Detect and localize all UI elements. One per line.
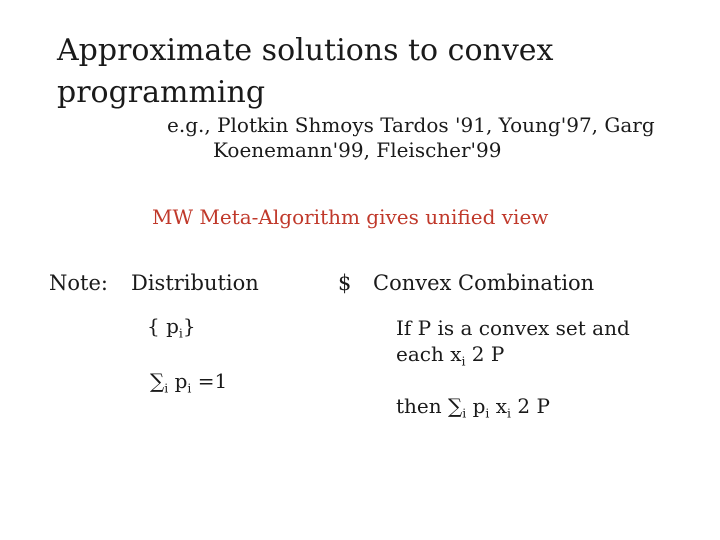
citation-line-1: e.g., Plotkin Shmoys Tardos '91, Young'97, Garg	[167, 113, 655, 137]
convex-combination-result: then $\sum_i$ $p_i$ $x_i$ 2 P	[396, 394, 550, 421]
citation-line-2: Koenemann'99, Fleischer'99	[213, 138, 502, 162]
citation	[167, 113, 707, 163]
distribution-heading: Distribution	[131, 271, 259, 295]
convex-set-line-1: If P is a convex set and	[396, 316, 630, 340]
note-label: Note:	[49, 271, 108, 295]
connector-symbol: $	[338, 271, 352, 295]
highlight-statement: MW Meta-Algorithm gives unified view	[152, 205, 549, 229]
convex-combination-heading: Convex Combination	[373, 271, 595, 295]
slide-title: Approximate solutions to convex programming	[57, 33, 554, 110]
probability-set: { $p_i$}	[147, 314, 196, 341]
probability-sum: $\sum_i$ $p_i =1$	[150, 369, 228, 396]
convex-set-line-2: each $x_i$ 2 P	[396, 342, 505, 369]
